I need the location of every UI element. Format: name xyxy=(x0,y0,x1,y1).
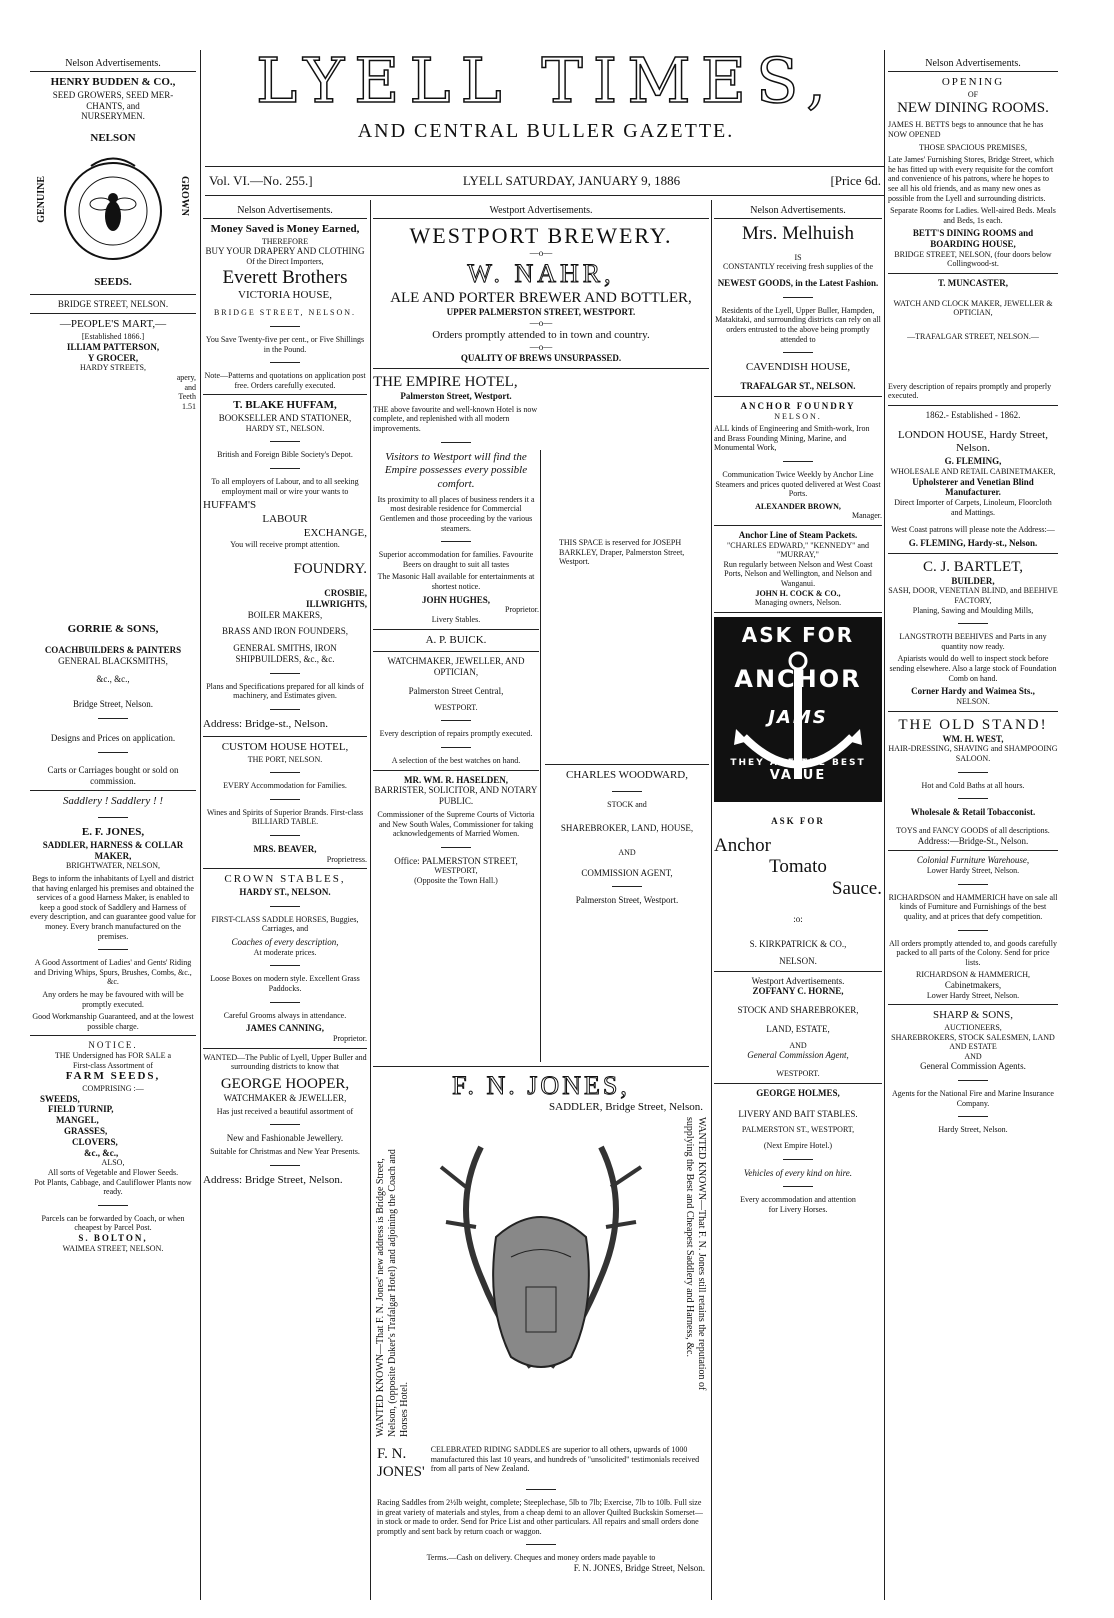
text-line: for Livery Horses. xyxy=(768,1204,828,1214)
text-line: BUY YOUR DRAPERY AND CLOTHING xyxy=(205,246,365,257)
text-line: HAIR-DRESSING, SHAVING and SHAMPOOING SALOON. xyxy=(888,744,1058,764)
empire-hotel: THE EMPIRE HOTEL, xyxy=(373,374,518,391)
bolton-name: S. BOLTON, xyxy=(78,1232,148,1243)
they-are-best: THEY ARE THE BEST xyxy=(730,757,866,768)
text-line: ILLWRIGHTS, xyxy=(306,598,367,609)
budden-line: CHANTS, and xyxy=(86,100,140,111)
text-line: Orders promptly attended to in town and country. xyxy=(432,328,650,341)
text-line: BRASS AND IRON FOUNDERS, xyxy=(221,626,349,637)
text-line: ALL kinds of Engineering and Smith-work, Iron and Brass Founding Mining, Marine, and Monumental Work, xyxy=(714,424,870,453)
genuine-label: GENUINE xyxy=(36,175,47,223)
text-line: NELSON. xyxy=(956,697,990,707)
text-line: WHOLESALE AND RETAIL CABINETMAKER, xyxy=(890,466,1056,476)
text-line: Every description of repairs promptly and properly executed. xyxy=(888,381,1052,401)
jams-label: JAMS xyxy=(768,706,828,728)
crown-stables: CROWN STABLES, xyxy=(224,873,346,886)
westport-right-subcol xyxy=(539,373,709,906)
masthead-title: LYELL TIMES, xyxy=(255,44,836,117)
text-line: Managing owners, Nelson. xyxy=(754,598,842,608)
text-line: AND xyxy=(618,847,636,857)
text-line: Address: Bridge Street, Nelson. xyxy=(203,1173,343,1186)
text-line: CELEBRATED RIDING SADDLES are superior to all others, upwards of 1000 manufactured this last 10 years, and hundreds of "unsolicited" testimonials received from all parts of New Zealand. xyxy=(430,1445,700,1474)
text-line: AUCTIONEERS, xyxy=(944,1023,1002,1033)
text-line: Vehicles of every kind on hire. xyxy=(743,1167,853,1178)
jones-name: E. F. JONES, xyxy=(81,826,145,839)
text-line: (Next Empire Hotel.) xyxy=(763,1140,833,1150)
text-line: JOHN HUGHES, xyxy=(421,594,490,605)
saddle-antlers-icon xyxy=(421,1127,661,1407)
notice-line: Parcels can be forwarded by Coach, or when cheapest by Parcel Post. xyxy=(41,1213,185,1233)
text-line: ALEXANDER BROWN, xyxy=(755,501,841,511)
text-line: Commissioner of the Supreme Courts of Victoria and New South Wales, Commissioner for taking acknowledgements of Married Women. xyxy=(377,809,535,839)
text-line: Every description of repairs promptly executed. xyxy=(379,729,533,739)
text-line: (Opposite the Town Hall.) xyxy=(414,876,498,886)
gorrie-line: Carts or Carriages bought or sold on xyxy=(47,764,179,775)
budden-line: SEED GROWERS, SEED MER- xyxy=(52,89,174,100)
volume-number: Vol. VI.—No. 255.] xyxy=(209,173,313,188)
text-line: Office: PALMERSTON STREET, xyxy=(394,855,518,866)
text-line: WESTPORT. xyxy=(434,702,478,712)
text-line: C. J. BARTLET, xyxy=(922,558,1024,575)
anchor-line: Anchor Line of Steam Packets. xyxy=(738,529,858,540)
text-line: VICTORIA HOUSE, xyxy=(238,288,332,301)
text-line: JAMES CANNING, xyxy=(245,1023,324,1034)
text-line: At moderate prices. xyxy=(253,947,317,957)
left-column xyxy=(30,56,196,1253)
text-line: Agents for the National Fire and Marine Insurance Company. xyxy=(892,1089,1054,1108)
text-line: Residents of the Lyell, Upper Buller, Hampden, Matakitaki, and surrounding districts can rely on all orders entrusted to the above being promptly attended to xyxy=(715,305,881,344)
text-line: You Save Twenty-five per cent., or Five Shillings in the Pound. xyxy=(205,334,365,354)
jones-line: MAKER, xyxy=(94,850,132,861)
torn-fragment: and xyxy=(184,382,196,392)
text-line: IS xyxy=(794,252,802,262)
text-line: Coaches of every description, xyxy=(231,937,339,948)
text-line: LABOUR xyxy=(262,512,308,525)
dateline xyxy=(205,166,885,196)
text-line: Proprietress. xyxy=(326,854,367,864)
text-line: SASH, DOOR, VENETIAN BLIND, and BEEHIVE FACTORY, xyxy=(888,586,1058,606)
nahr-name: W. NAHR, xyxy=(467,259,615,289)
text-line: CROSBIE, xyxy=(324,588,367,599)
text-line: Proprietor. xyxy=(505,605,539,615)
text-line: JAMES H. BETTS begs to announce that he has NOW OPENED xyxy=(888,120,1044,139)
text-line: HARDY ST., NELSON. xyxy=(245,423,325,433)
text-line: RICHARDSON and HAMMERICH have on sale all kinds of Furniture and Furnishings of the best quality, and at prices that defy competition. xyxy=(888,892,1058,921)
buick-name: A. P. BUICK. xyxy=(425,633,487,646)
custom-house-hotel: CUSTOM HOUSE HOTEL, xyxy=(221,740,349,753)
text-line: UPPER PALMERSTON STREET, WESTPORT. xyxy=(446,307,636,318)
text-line: Livery Stables. xyxy=(431,615,481,624)
text-line: Plans and Specifications prepared for all kinds of machinery, and Estimates given. xyxy=(206,681,364,701)
text-line: Upholsterer and Venetian Blind Manufacturer. xyxy=(912,476,1034,498)
right-column xyxy=(888,56,1058,1135)
text-line: Hot and Cold Baths at all hours. xyxy=(921,780,1025,790)
text-line: Cabinetmakers, xyxy=(944,979,1002,990)
text-line: RICHARDSON & HAMMERICH, xyxy=(915,970,1030,980)
anchor-jams-ad xyxy=(714,617,882,802)
text-line: Has just received a beautiful assortment of xyxy=(216,1106,354,1116)
peoples-line: Y GROCER, xyxy=(87,352,139,363)
notice-heading: FARM SEEDS, xyxy=(65,1070,161,1083)
notice-line: THE Undersigned has FOR SALE a xyxy=(54,1051,172,1061)
peoples-line: ILLIAM PATTERSON, xyxy=(66,341,160,352)
text-line: Lower Hardy Street, Nelson. xyxy=(926,866,1020,876)
text-line: Proprietor. xyxy=(333,1034,367,1043)
text-line: STOCK and xyxy=(607,799,647,809)
text-line: MRS. BEAVER, xyxy=(253,843,317,854)
text-line: WESTPORT, xyxy=(434,866,478,876)
notice-line: All sorts of Vegetable and Flower Seeds. xyxy=(47,1168,179,1177)
text-line: AND xyxy=(789,1040,807,1050)
text-line: General Commission Agents. xyxy=(920,1061,1026,1072)
text-line: G. FLEMING, xyxy=(944,456,1002,467)
text-line: BUILDER, xyxy=(951,575,995,586)
vertical-notice-right: WANTED KNOWN—That F. N. Jones still retains the reputation of supplying the Best and Cheapest Saddlery and Harness, &c. xyxy=(684,1117,707,1391)
text-line: Communication Twice Weekly by Anchor Line Steamers and prices quoted delivered at West Coast Ports. xyxy=(715,469,881,499)
text-line: Palmerston Street, Westport. xyxy=(400,391,512,402)
text-line: Separate Rooms for Ladies. Well-aired Beds. Meals and Beds, 1s each. xyxy=(890,206,1056,225)
westport-section: Westport Advertisements. WESTPORT BREWERY. —o— W. NAHR, ALE AND PORTER BREWER AND BOTTLER, UPPER PALMERSTON STREET, WESTPORT. —o— Orders promptly attended to in town and country. —o— QUALITY OF BREWS UNSURPASSED. THE EMPIRE HOTEL, Palmerston Street, Westport. THE above favourite and well-known Hotel is now complete, and replenished with all modern improvements. Visitors to Westport will find the Empire possesses every possible comfort. Its proximity to all places of business renders it a most desirable residence for Commercial Gentlemen and those proceeding by the various steamers. Superior accommodation for families. Favourite Beers on draught to suit all tastes The Masonic Hall available for entertainments at shortest notice. JOHN HUGHES, Proprietor. Livery Stables. A. P. BUICK. WATCHMAKER, JEWELLER, AND OPTICIAN, Palmerston Street Central, WESTPORT. Every description of repairs promptly executed. A selection of the best watches on hand. MR. WM. R. HASELDEN, BARRISTER, SOLICITOR, AND NOTARY PUBLIC. Commissioner of the Supreme Courts of Victoria and New South Wales, Commissioner for taking acknowledgements of Married Women. Office: PALMERSTON STREET, WESTPORT, (Opposite the Town Hall.) THIS SPACE is reserved for JOSEPH BARKLEY, Draper, Palmerston Street, Westport. CHARLES WOODWARD, STOCK and SHAREBROKER, LAND, HOUSE, AND COMMISSION AGENT, Palmerston Street, Westport. xyxy=(373,203,709,906)
text-line: Apiarists would do well to inspect stock before sending elsewhere. Also a large stock of Foundation Comb on hand. xyxy=(889,654,1057,683)
text-line: BRIDGE STREET, NELSON. xyxy=(213,308,357,318)
masthead-subtitle: AND CENTRAL BULLER GAZETTE. xyxy=(357,120,735,142)
foundry-heading: FOUNDRY. xyxy=(293,561,367,578)
jones-line: SADDLER, HARNESS & COLLAR xyxy=(42,839,184,850)
text-line: QUALITY OF BREWS UNSURPASSED. xyxy=(460,353,622,364)
price: [Price 6d. xyxy=(830,173,881,188)
text-line: You will receive prompt attention. xyxy=(230,540,340,550)
text-line: Loose Boxes on modern style. Excellent Grass Paddocks. xyxy=(210,974,360,994)
budden-address: BRIDGE STREET, NELSON. xyxy=(57,298,169,309)
text-line: Address:—Bridge-St., Nelson. xyxy=(917,835,1029,846)
text-line: ZOFFANY C. HORNE, xyxy=(752,986,844,997)
text-line: Visitors to Westport will find the Empire possesses every possible comfort. xyxy=(384,450,528,491)
text-line: Corner Hardy and Waimea Sts., xyxy=(911,686,1035,697)
text-line: LIVERY AND BAIT STABLES. xyxy=(738,1108,858,1119)
text-line: —TRAFALGAR STREET, NELSON.— xyxy=(907,332,1039,342)
text-line: NELSON. xyxy=(779,955,817,966)
text-line: The Masonic Hall available for entertainments at shortest notice. xyxy=(377,572,535,592)
text-line: A selection of the best watches on hand. xyxy=(391,755,521,765)
text-line: Westport Advertisements. xyxy=(751,975,845,986)
text-line: Hardy Street, Nelson. xyxy=(938,1125,1008,1135)
peoples-line: HARDY STREETS, xyxy=(80,363,146,373)
text-line: Late James' Furnishing Stores, Bridge Street, which he has fitted up with every requisite for the comfort and convenience of his patrons, where he hopes to see all his old friends, and as many new ones as possible from the Lyell and surrounding districts. xyxy=(888,155,1054,203)
text-line: THE PORT, NELSON. xyxy=(247,754,323,764)
text-line: F. N. JONES' xyxy=(377,1446,425,1480)
text-line: SHAREBROKERS, STOCK SALESMEN, LAND AND ESTATE xyxy=(891,1032,1055,1052)
empire-hotel-ad xyxy=(373,373,539,906)
text-line: Planing, Sawing and Moulding Mills, xyxy=(912,605,1034,615)
text-line: 1862.- Established - 1862. xyxy=(925,409,1021,420)
text-line: EXCHANGE, xyxy=(303,526,367,539)
column-header: Westport Advertisements. xyxy=(373,203,709,219)
text-line: SHAREBROKER, LAND, HOUSE, xyxy=(560,823,694,834)
text-line: GEORGE HOLMES, xyxy=(756,1087,840,1098)
column-header: Nelson Advertisements. xyxy=(888,56,1058,72)
text-line: WANTED—The Public of Lyell, Upper Buller and surrounding districts to know that xyxy=(203,1052,367,1072)
text-line: OPENING xyxy=(941,76,1005,88)
text-line: Lower Hardy Street, Nelson. xyxy=(926,990,1020,1000)
text-line: BOILER MAKERS, xyxy=(247,609,323,620)
text-line: BOOKSELLER AND STATIONER, xyxy=(218,413,352,424)
notice-line: Pot Plants, Cabbage, and Cauliflower Plants now ready. xyxy=(34,1177,192,1197)
text-line: Its proximity to all places of business renders it a most desirable residence for Commercial Gentlemen and those proceeding by the various steamers. xyxy=(377,494,535,533)
text-line: Suitable for Christmas and New Year Presents. xyxy=(210,1146,360,1156)
woodward-name: CHARLES WOODWARD, xyxy=(565,768,689,781)
seed-list: SWEEDS, FIELD TURNIP, MANGEL, GRASSES, CLOVERS, &c., &c., xyxy=(40,1093,119,1158)
jones-body: A Good Assortment of Ladies' and Gents' Riding and Driving Whips, Spurs, Brushes, Combs, &c., &c. xyxy=(34,958,192,987)
text-line: WM. H. WEST, xyxy=(942,733,1004,744)
huffam-name: T. BLAKE HUFFAM, xyxy=(233,399,337,412)
money-saved: Money Saved is Money Earned, xyxy=(210,223,360,235)
ask-for-label: ASK FOR xyxy=(741,622,855,647)
gorrie-line: GENERAL BLACKSMITHS, xyxy=(58,655,168,666)
text-line: Superior accommodation for families. Favourite Beers on draught to suit all tastes xyxy=(378,550,534,569)
jones-body: Good Workmanship Guaranteed, and at the lowest possible charge. xyxy=(32,1012,194,1031)
saddlery-heading: Saddlery ! Saddlery ! ! xyxy=(62,795,164,808)
gorrie-name: GORRIE & SONS, xyxy=(67,622,159,635)
text-line: Every accommodation and attention xyxy=(740,1195,856,1205)
text-line: PALMERSTON ST., WESTPORT, xyxy=(741,1125,855,1135)
text-line: General Commission Agent, xyxy=(747,1050,849,1061)
gorrie-line: &c., &c., xyxy=(96,674,130,685)
text-line: S. KIRKPATRICK & CO., xyxy=(749,938,847,949)
text-line: THEREFORE xyxy=(261,236,309,246)
notice-line: COMPRISING :— xyxy=(82,1084,144,1094)
text-line: West Coast patrons will please note the Address:— xyxy=(891,525,1055,535)
torn-fragment: 1.51 xyxy=(182,401,196,411)
text-line: Sauce. xyxy=(831,878,882,900)
budden-city: NELSON xyxy=(90,132,136,145)
budden-seeds: SEEDS. xyxy=(94,275,132,288)
text-line: WATCHMAKER & JEWELLER, xyxy=(223,1092,347,1103)
text-line: Direct Importer of Carpets, Linoleum, Floorcloth and Mattings. xyxy=(894,498,1052,517)
text-line: Racing Saddles from 2½lb weight, complete; Steeplechase, 5lb to 7lb; Exercise, 7lb to 10lb. Full size in great variety of materials and styles, from a cheap demi to an allover Quilted Buckskin Somerset—in stock or made to order. Send for Price List and other particulars. All repairs and small orders done promptly and sent back by return coach or waggon. xyxy=(377,1498,703,1536)
text-line: New and Fashionable Jewellery. xyxy=(226,1133,344,1144)
text-line: AND xyxy=(964,1051,982,1061)
text-line: Tomato xyxy=(769,856,827,878)
text-line: COMMISSION AGENT, xyxy=(581,867,673,878)
text-line: TRAFALGAR ST., NELSON. xyxy=(740,380,856,391)
everett-brothers: Everett Brothers xyxy=(222,266,348,288)
text-line: GENERAL SMITHS, IRON SHIPBUILDERS, &c., &c. xyxy=(233,643,337,665)
text-line: Address: Bridge-st., Nelson. xyxy=(203,718,328,731)
text-line: SHARP & SONS, xyxy=(933,1009,1013,1022)
column-2 xyxy=(203,203,367,1187)
text-line: WATCH AND CLOCK MAKER, JEWELLER & OPTICIAN, xyxy=(893,298,1053,318)
jones-body: Begs to inform the inhabitants of Lyell and district that having enlarged his premises and obtained the services of a good Harness Maker, is enabled to keep a good stock of Saddlery and Harness of every description, and can guarantee good value for money. Every branch manufactured on the premises. xyxy=(30,873,196,941)
peoples-est: [Established 1866.] xyxy=(81,332,145,342)
torn-fragment: Teeth xyxy=(178,392,196,402)
new-dining-rooms: NEW DINING ROOMS. xyxy=(897,100,1049,117)
gorrie-line: COACHBUILDERS & PAINTERS xyxy=(44,644,182,655)
text-line: WESTPORT. xyxy=(776,1069,820,1079)
gorrie-line: Designs and Prices on application. xyxy=(50,732,176,743)
bolton-address: WAIMEA STREET, NELSON. xyxy=(62,1243,164,1253)
text-line: Of the Direct Importers, xyxy=(246,257,324,267)
text-line: NEWEST GOODS, in the Latest Fashion. xyxy=(717,278,879,289)
text-line: Note—Patterns and quotations on application post free. Orders carefully executed. xyxy=(204,371,366,390)
text-line: G. FLEMING, Hardy-st., Nelson. xyxy=(908,537,1038,548)
issue-date: LYELL SATURDAY, JANUARY 9, 1886 xyxy=(462,173,681,188)
reserved-space: THIS SPACE is reserved for JOSEPH BARKLEY, Draper, Palmerston Street, Westport. xyxy=(559,538,685,567)
text-line: Wines and Spirits of Superior Brands. First-class BILLIARD TABLE. xyxy=(206,807,364,827)
vertical-notice-left: WANTED KNOWN—That F. N. Jones' new address is Bridge Street, Nelson, (opposite Duker's Trafalgar Hotel) and adjoining the Coach and Horses Hotel. xyxy=(375,1149,410,1437)
text-line: Careful Grooms always in attendance. xyxy=(223,1010,347,1020)
notice-line: First-class Assortment of xyxy=(73,1060,153,1070)
text-line: THOSE SPACIOUS PREMISES, xyxy=(919,142,1027,152)
text-line: HARDY ST., NELSON. xyxy=(239,887,331,898)
text-line: BETT'S DINING ROOMS and BOARDING HOUSE, xyxy=(912,228,1034,250)
text-line: BRIDGE STREET, NELSON, (four doors below Collingwood-st. xyxy=(894,249,1052,269)
column-header: Nelson Advertisements. xyxy=(30,56,196,72)
text-line: Palmerston Street Central, xyxy=(408,685,504,696)
text-line: To all employers of Labour, and to all seeking employment mail or wire your wants to xyxy=(211,477,359,496)
text-line: BARRISTER, SOLICITOR, AND NOTARY PUBLIC. xyxy=(374,785,538,807)
text-line: THE above favourite and well-known Hotel is now complete, and replenished with all modern improvements. xyxy=(373,404,538,434)
text-line: MR. WM. R. HASELDEN, xyxy=(403,774,509,785)
text-line: THE OLD STAND! xyxy=(898,716,1048,733)
text-line: CONSTANTLY receiving fresh supplies of the xyxy=(722,262,873,272)
column-header: Nelson Advertisements. xyxy=(203,203,367,219)
fn-jones-ad xyxy=(373,1066,709,1607)
text-line: Run regularly between Nelson and West Coast Ports, Nelson and Wellington, and Nelson and Wanganui. xyxy=(723,559,873,589)
text-line: Colonial Furniture Warehouse, xyxy=(916,855,1030,866)
hooper-name: GEORGE HOOPER, xyxy=(220,1075,350,1092)
text-line: ALE AND PORTER BREWER AND BOTTLER, xyxy=(390,290,692,307)
jones-line: BRIGHTWATER, NELSON, xyxy=(66,861,160,871)
value-label: VALUE xyxy=(769,767,827,783)
text-line: :o: xyxy=(793,914,803,925)
text-line: LONDON HOUSE, Hardy Street, Nelson. xyxy=(897,428,1048,455)
text-line: WATCHMAKER, JEWELLER, AND OPTICIAN, xyxy=(387,656,525,678)
text-line: CAVENDISH HOUSE, xyxy=(745,361,851,374)
text-line: ASK FOR xyxy=(771,815,825,826)
torn-fragment: apery, xyxy=(176,372,196,382)
text-line: STOCK AND SHAREBROKER, xyxy=(737,1005,859,1016)
text-line: Terms.—Cash on delivery. Cheques and money orders made payable to xyxy=(426,1553,656,1563)
text-line: LANGSTROTH BEEHIVES and Parts in any quantity now ready. xyxy=(899,632,1047,651)
text-line: British and Foreign Bible Society's Depot. xyxy=(217,450,353,460)
text-line: T. MUNCASTER, xyxy=(937,278,1009,289)
text-line: JOHN H. COCK & CO., xyxy=(755,588,841,598)
text-line: TOYS and FANCY GOODS of all descriptions. xyxy=(896,826,1050,835)
text-line: All orders promptly attended to, and goods carefully packed to all parts of the Colony. Send for price lists. xyxy=(889,938,1057,967)
text-line: OF xyxy=(967,89,979,99)
gorrie-line: commission. xyxy=(90,775,136,786)
westport-brewery: WESTPORT BREWERY. xyxy=(409,223,673,248)
notice-title: NOTICE. xyxy=(88,1040,138,1051)
jones-body: Any orders he may be favoured with will be promptly executed. xyxy=(42,989,184,1009)
text-line: LAND, ESTATE, xyxy=(766,1023,830,1034)
text-line: Manager. xyxy=(852,511,882,521)
fn-jones-title: F. N. JONES, xyxy=(452,1071,630,1100)
budden-line: NURSERYMEN. xyxy=(81,111,145,122)
peoples-mart-title: —PEOPLE'S MART,— xyxy=(59,318,167,331)
melhuish-name: Mrs. Melhuish xyxy=(742,223,854,244)
anchor-foundry: ANCHOR FOUNDRY xyxy=(740,400,856,411)
column-header: Nelson Advertisements. xyxy=(714,203,882,219)
text-line: SADDLER, Bridge Street, Nelson. xyxy=(549,1101,703,1113)
column-5 xyxy=(714,203,882,1215)
text-line: Wholesale & Retail Tobacconist. xyxy=(910,807,1036,818)
text-line: Anchor xyxy=(714,834,771,856)
grown-label: GROWN xyxy=(179,175,190,216)
bee-seal-icon xyxy=(53,146,173,276)
budden-name: HENRY BUDDEN & CO., xyxy=(50,76,176,88)
notice-line: ALSO, xyxy=(101,1158,125,1168)
text-line: HUFFAM'S xyxy=(203,499,257,512)
text-line: "CHARLES EDWARD," "KENNEDY" and "MURRAY," xyxy=(727,540,869,560)
text-line: NELSON. xyxy=(774,411,822,421)
gorrie-line: Bridge Street, Nelson. xyxy=(73,699,153,710)
text-line: Palmerston Street, Westport. xyxy=(575,895,679,906)
text-line: F. N. JONES, Bridge Street, Nelson. xyxy=(573,1562,705,1573)
text-line: EVERY Accommodation for Families. xyxy=(223,781,347,791)
budden-seal-block xyxy=(30,146,196,276)
text-line: FIRST-CLASS SADDLE HORSES, Buggies, Carriages, and xyxy=(211,914,359,934)
anchor-label: ANCHOR xyxy=(734,664,862,693)
